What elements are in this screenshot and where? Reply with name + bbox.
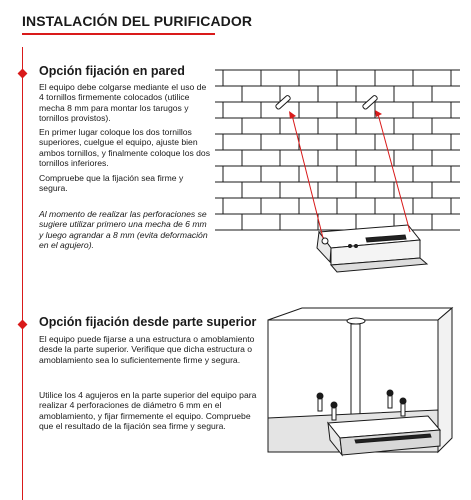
- section2-paragraph-2: Utilice los 4 agujeros en la parte superior del equipo para realizar 4 perforaciones de diámetro 6 mm en el amoblamiento, y fijar firmemente el equipo. Compruebe que el resultado de la fijación sea firme y segura.: [39, 390, 257, 431]
- section2-paragraph-1: El equipo puede fijarse a una estructura o amoblamiento desde la parte superior. Verifique que dicha estructura o amoblamiento sea lo suficientemente firme y segura.: [39, 334, 255, 365]
- section1-paragraph-1: El equipo debe colgarse mediante el uso de 4 tornillos firmemente colocados (utilice mecha 8 mm para montar los tarugos y tornillos provistos).: [39, 82, 207, 123]
- section1-paragraph-4: Al momento de realizar las perforaciones se sugiere utilizar primero una mecha de 6 mm y luego agrandar a 8 mm (evita deformación en el agujero).: [39, 209, 208, 250]
- section2-heading: Opción fijación desde parte superior: [39, 315, 257, 329]
- duct-pipe: [351, 324, 360, 421]
- page-title: INSTALACIÓN DEL PURIFICADOR: [22, 13, 253, 29]
- section1-paragraph-2: En primer lugar coloque los dos tornillos superiores, cuelgue el equipo, ajuste bien ambos tornillos, y finalmente coloque los dos tornillos inferiores.: [39, 127, 211, 168]
- section1-heading: Opción fijación en pared: [39, 64, 185, 78]
- section1-paragraph-3: Compruebe que la fijación sea firme y segura.: [39, 173, 184, 194]
